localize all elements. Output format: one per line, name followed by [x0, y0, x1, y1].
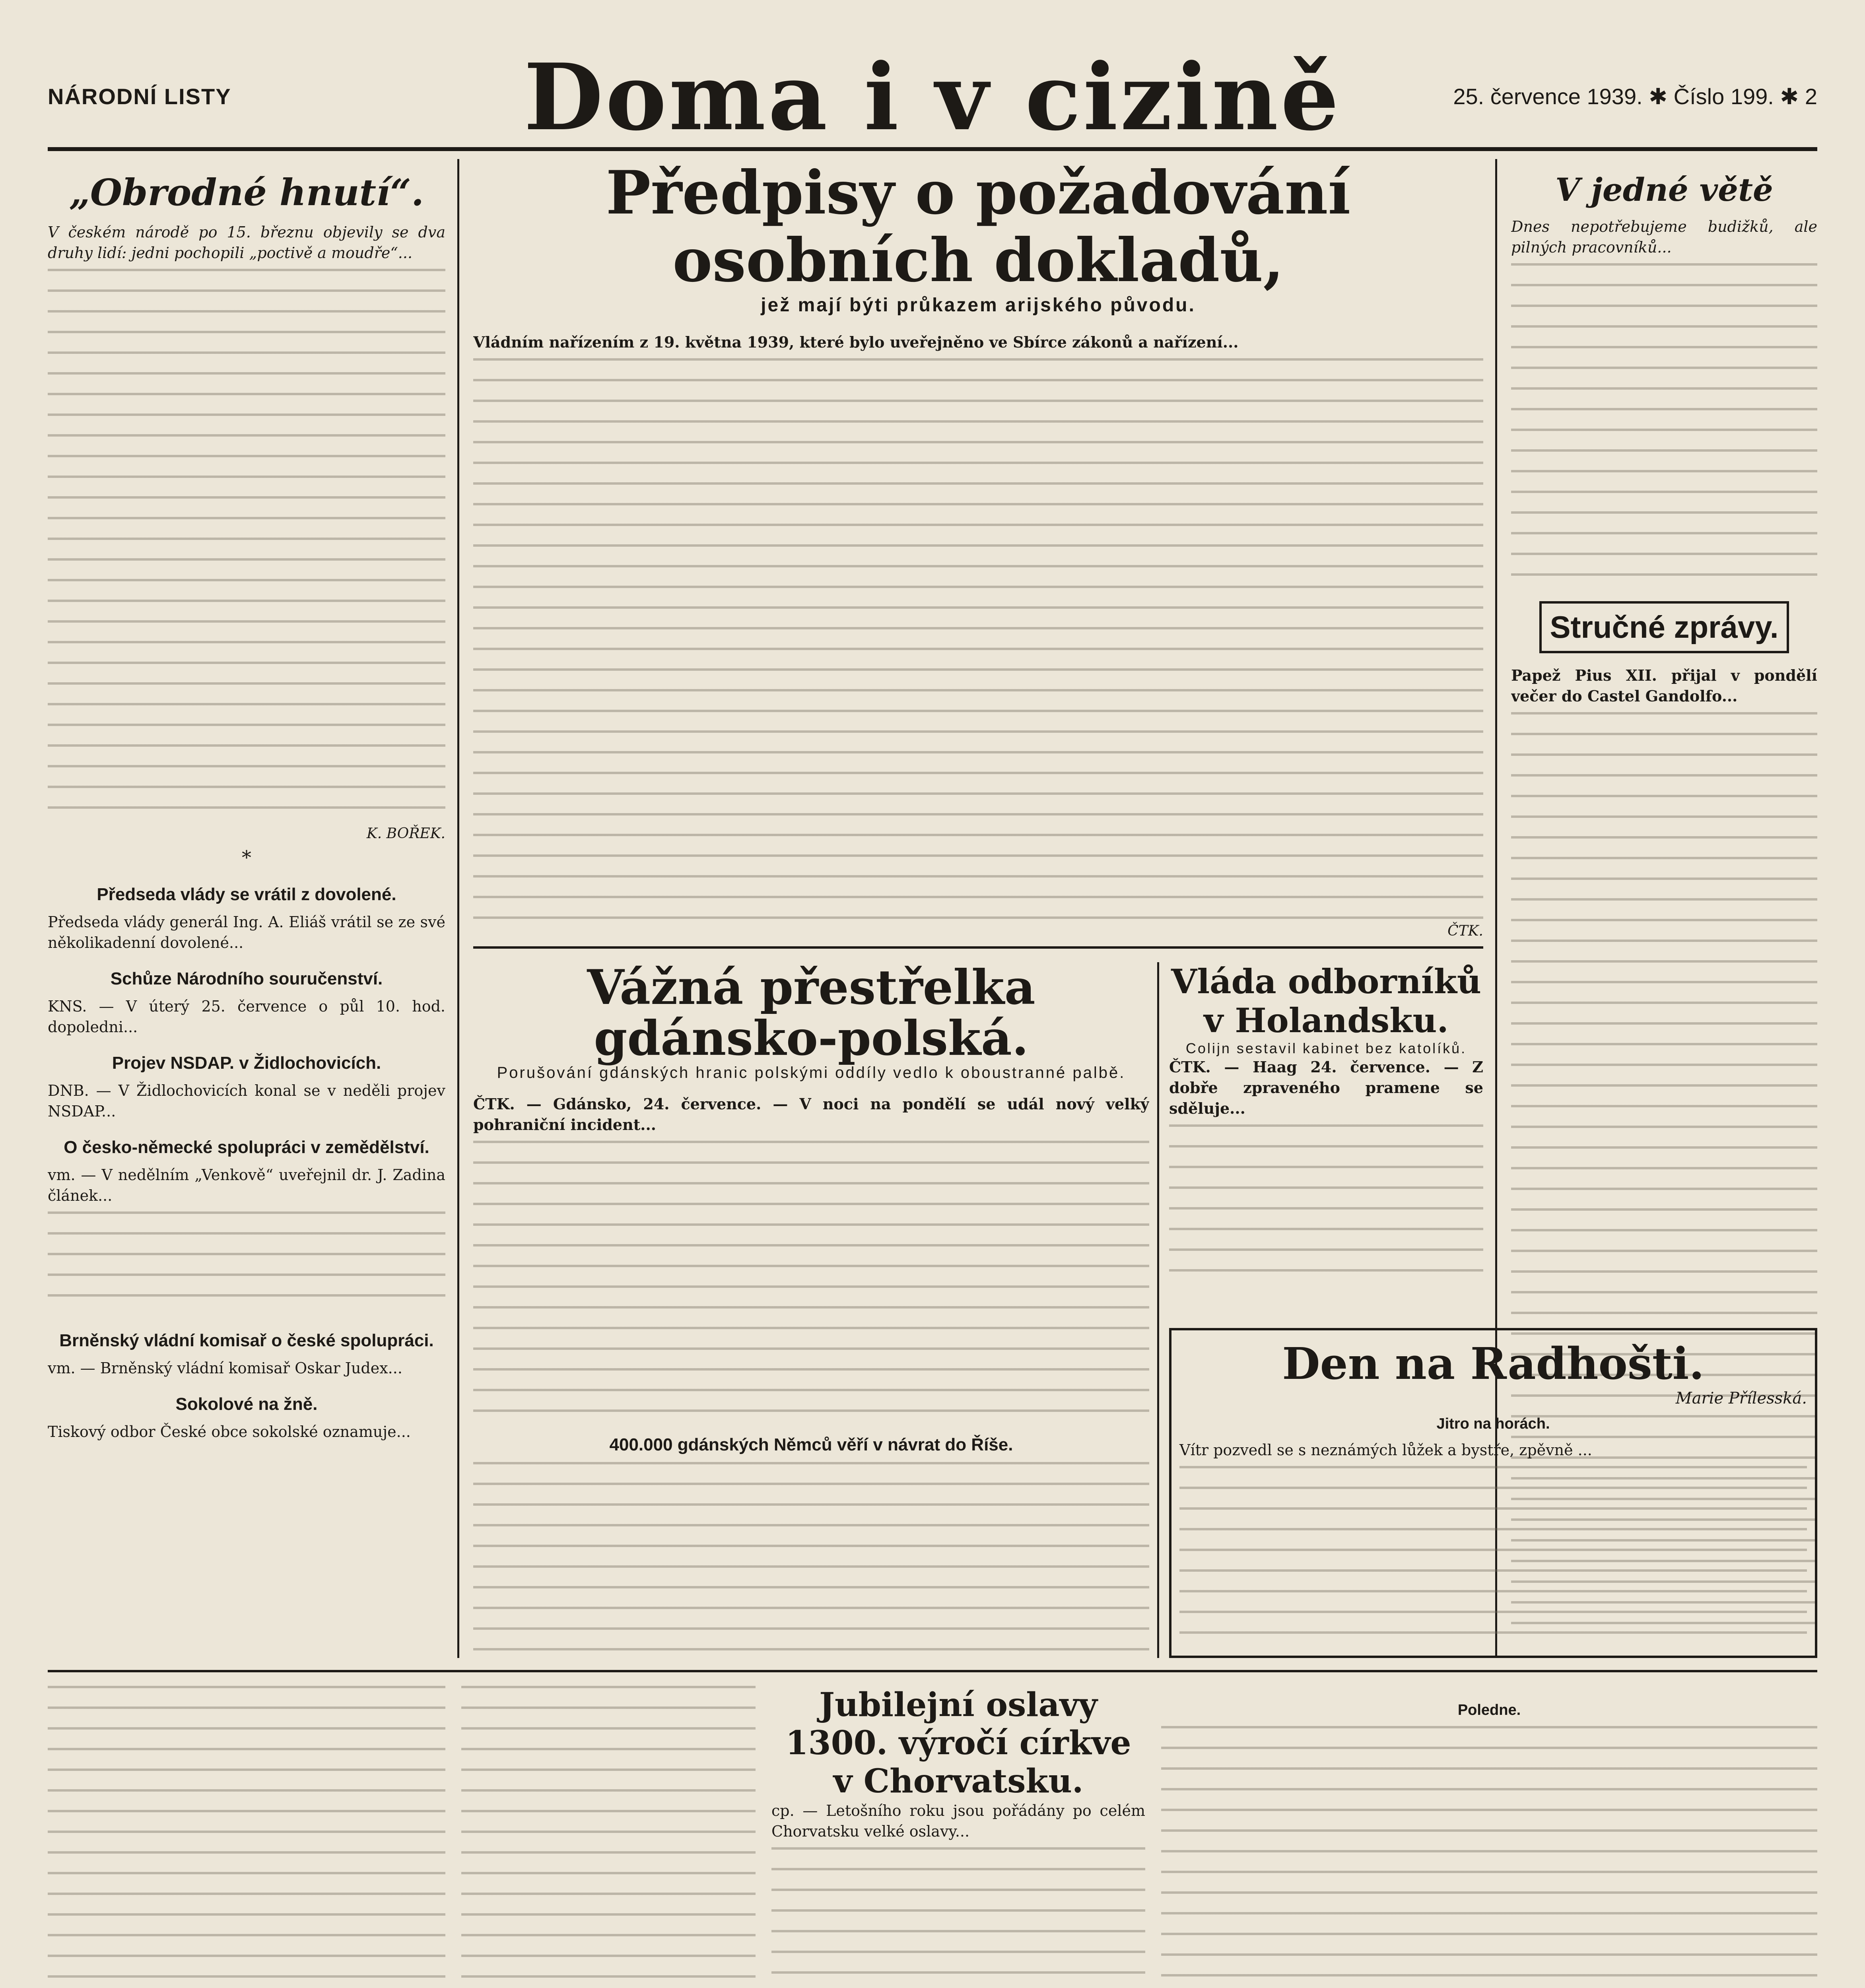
- feuilleton-box: [1169, 1328, 1817, 1658]
- text-placeholder: [473, 1141, 1149, 1419]
- issue-date: 25. července 1939. ✱ Číslo 199. ✱ 2: [1453, 84, 1817, 109]
- bottom-col-3: [771, 1686, 1145, 1988]
- item-heading: Předseda vlády se vrátil z dovolené.: [97, 885, 396, 904]
- text-placeholder: [473, 358, 1483, 923]
- item-excerpt: DNB. — V Židlochovicích konal se v neděli projev NSDAP...: [48, 1082, 445, 1120]
- short-news-title: Stručné zprávy.: [1539, 601, 1789, 653]
- column-excerpt: V českém národě po 15. březnu objevily se dva druhy lidí: jedni pochopili „poctivě a moudře“...: [48, 223, 445, 262]
- bottom-col-1: [48, 1686, 445, 1988]
- item-heading: Sokolové na žně.: [175, 1394, 318, 1414]
- story-subhead: 400.000 gdánských Němců věří v návrat do Říše.: [609, 1435, 1013, 1454]
- main-story: [473, 159, 1483, 938]
- main-headline: Předpisy o požadování osobních dokladů,: [606, 159, 1351, 295]
- story-holland: [1169, 962, 1483, 1320]
- item-excerpt: KNS. — V úterý 25. července o půl 10. hod. dopoledni...: [48, 998, 445, 1036]
- feuilleton-subheading: Jitro na horách.: [1436, 1415, 1550, 1432]
- text-placeholder: [48, 1686, 445, 1988]
- item-excerpt: Tiskový odbor České obce sokolské oznamuje...: [48, 1423, 411, 1441]
- bottom-feuilleton: [1161, 1686, 1817, 1988]
- masthead: [48, 44, 1817, 151]
- bottom-col-2: [461, 1686, 756, 1988]
- story-excerpt: ČTK. — Haag 24. července. — Z dobře zpraveného pramene se sděluje...: [1169, 1058, 1483, 1117]
- separator: *: [242, 846, 251, 869]
- newspaper-page: [48, 44, 1817, 1988]
- feuilleton-subheading: Poledne.: [1457, 1702, 1521, 1718]
- text-placeholder: [48, 269, 445, 825]
- item-heading: Brněnský vládní komisař o české spolupráci.: [59, 1331, 434, 1350]
- main-excerpt: Vládním nařízením z 19. května 1939, které bylo uveřejněno ve Sbírce zákonů a nařízení...: [473, 333, 1239, 351]
- feuilleton-author: Marie Přílesská.: [1675, 1389, 1807, 1408]
- column-signature: K. BOŘEK.: [366, 825, 445, 842]
- column-rule: [1157, 962, 1159, 1658]
- left-column: [48, 159, 445, 1658]
- main-kicker: jež mají býti průkazem arijského původu.: [761, 295, 1196, 316]
- text-placeholder: [1161, 1726, 1817, 1988]
- item-excerpt: Předseda vlády generál Ing. A. Eliáš vrátil se ze své několikadenní dovolené...: [48, 913, 445, 951]
- story-excerpt: cp. — Letošního roku jsou pořádány po celém Chorvatsku velké oslavy...: [771, 1802, 1145, 1840]
- main-signoff: ČTK.: [1447, 923, 1483, 938]
- story-gdansk: [473, 962, 1149, 1658]
- section-title: Doma i v cizině: [524, 44, 1341, 151]
- text-placeholder: [771, 1847, 1145, 1988]
- story-kicker: Colijn sestavil kabinet bez katolíků.: [1185, 1040, 1467, 1056]
- item-excerpt: vm. — Brněnský vládní komisař Oskar Judex...: [48, 1359, 402, 1377]
- text-placeholder: [1179, 1466, 1807, 1641]
- column-title: V jedné větě: [1555, 171, 1773, 208]
- text-placeholder: [473, 1462, 1149, 1658]
- story-rule: [473, 946, 1483, 949]
- feuilleton-headline: Den na Radhošti.: [1282, 1338, 1704, 1389]
- item-excerpt: vm. — V nedělním „Venkově“ uveřejnil dr. J. Zadina článek...: [48, 1166, 445, 1204]
- column-title: „Obrodné hnutí“.: [69, 171, 424, 214]
- item-heading: Projev NSDAP. v Židlochovicích.: [112, 1053, 381, 1073]
- column-excerpt: Dnes nepotřebujeme budižků, ale pilných pracovníků...: [1511, 218, 1817, 256]
- story-excerpt: ČTK. — Gdánsko, 24. července. — V noci na pondělí se udál nový velký pohraniční incident...: [473, 1095, 1149, 1134]
- text-placeholder: [461, 1686, 756, 1988]
- story-headline: Vláda odborníků v Holandsku.: [1171, 962, 1481, 1040]
- short-news-excerpt: Papež Pius XII. přijal v pondělí večer do Castel Gandolfo...: [1511, 666, 1817, 705]
- text-placeholder: [1169, 1124, 1483, 1276]
- text-placeholder: [48, 1211, 445, 1315]
- paper-name: NÁRODNÍ LISTY: [48, 84, 231, 109]
- item-heading: Schůze Národního souručenství.: [110, 969, 383, 988]
- text-placeholder: [1511, 263, 1817, 589]
- column-rule: [457, 159, 459, 1658]
- story-headline: Jubilejní oslavy 1300. výročí církve v Chorvatsku.: [785, 1686, 1131, 1800]
- story-headline: Vážná přestřelka gdánsko-polská.: [587, 962, 1035, 1066]
- feuilleton-excerpt: Vítr pozvedl se s neznámých lůžek a bystře, zpěvně ...: [1179, 1441, 1592, 1459]
- item-heading: O česko-německé spolupráci v zemědělství.: [64, 1138, 429, 1157]
- story-kicker: Porušování gdánských hranic polskými oddíly vedlo k oboustranné palbě.: [497, 1064, 1126, 1081]
- fold-rule: [48, 1670, 1817, 1672]
